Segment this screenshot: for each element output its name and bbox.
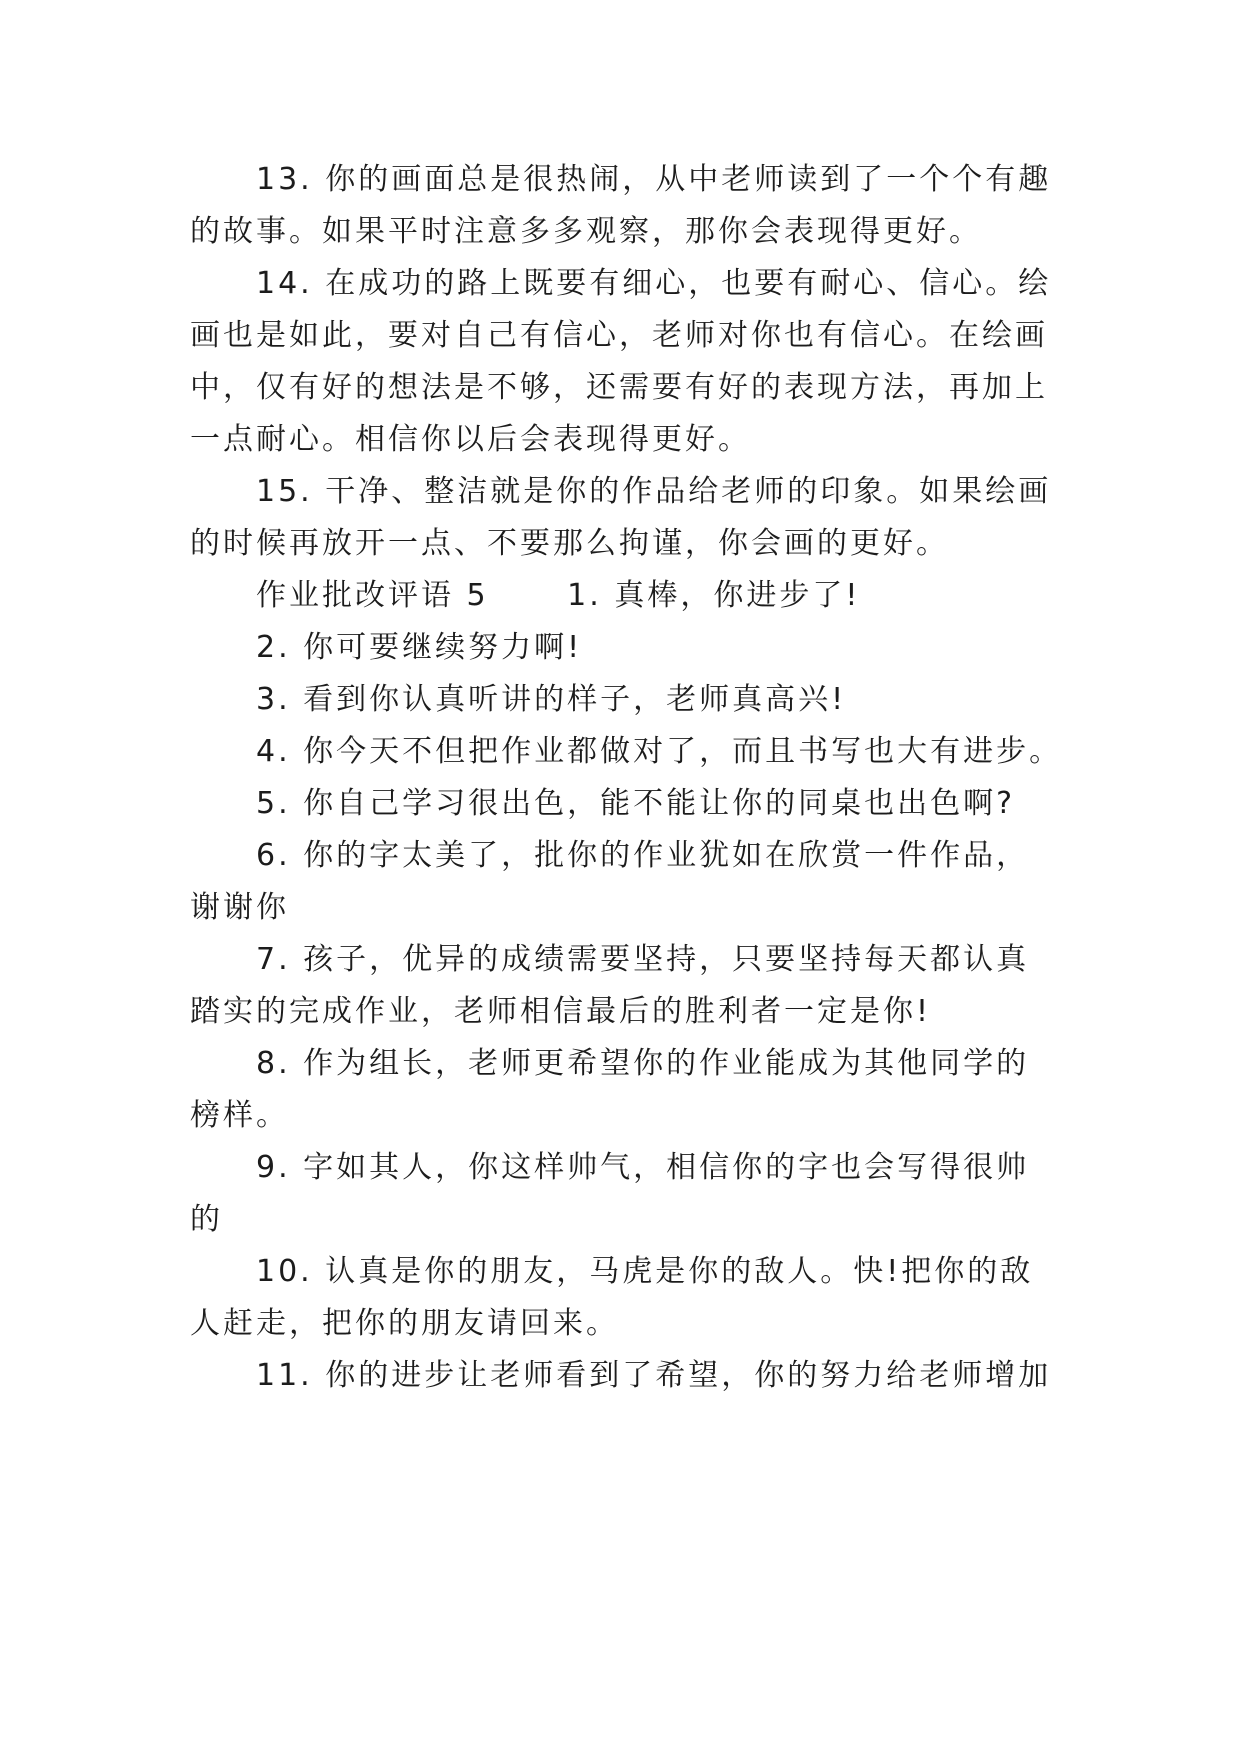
- comment-6-line-1: 6. 你的字太美了，批你的作业犹如在欣赏一件作品，: [256, 838, 1030, 873]
- paragraph-14-line-4: 一点耐心。相信你以后会表现得更好。: [190, 422, 751, 457]
- comment-9-line-2: 的: [190, 1202, 223, 1237]
- paragraph-14-line-2: 画也是如此，要对自己有信心，老师对你也有信心。在绘画: [190, 318, 1048, 353]
- comment-6-line-2: 谢谢你: [190, 890, 289, 925]
- comment-7-line-2: 踏实的完成作业，老师相信最后的胜利者一定是你!: [190, 994, 932, 1029]
- comment-10-line-2: 人赶走，把你的朋友请回来。: [190, 1306, 619, 1341]
- comment-10-line-1: 10. 认真是你的朋友，马虎是你的敌人。快!把你的敌: [256, 1254, 1034, 1289]
- paragraph-14-line-1: 14. 在成功的路上既要有细心，也要有耐心、信心。绘: [256, 266, 1052, 301]
- paragraph-15-line-1: 15. 干净、整洁就是你的作品给老师的印象。如果绘画: [256, 474, 1052, 509]
- comment-11-line-1: 11. 你的进步让老师看到了希望，你的努力给老师增加: [256, 1358, 1052, 1393]
- comment-8-line-2: 榜样。: [190, 1098, 289, 1133]
- comment-2-line: 2. 你可要继续努力啊!: [256, 630, 583, 665]
- comment-5-line: 5. 你自己学习很出色，能不能让你的同桌也出色啊?: [256, 786, 1016, 821]
- comment-3-line: 3. 看到你认真听讲的样子，老师真高兴!: [256, 682, 847, 717]
- comment-4-line: 4. 你今天不但把作业都做对了，而且书写也大有进步。: [256, 734, 1063, 769]
- section-heading-line: 作业批改评语 5 1. 真棒，你进步了!: [256, 578, 861, 613]
- paragraph-13-line-1: 13. 你的画面总是很热闹，从中老师读到了一个个有趣: [256, 162, 1052, 197]
- comment-7-line-1: 7. 孩子，优异的成绩需要坚持，只要坚持每天都认真: [256, 942, 1030, 977]
- paragraph-15-line-2: 的时候再放开一点、不要那么拘谨，你会画的更好。: [190, 526, 949, 561]
- comment-9-line-1: 9. 字如其人，你这样帅气，相信你的字也会写得很帅: [256, 1150, 1030, 1185]
- paragraph-13-line-2: 的故事。如果平时注意多多观察，那你会表现得更好。: [190, 214, 982, 249]
- paragraph-14-line-3: 中，仅有好的想法是不够，还需要有好的表现方法，再加上: [190, 370, 1048, 405]
- comment-8-line-1: 8. 作为组长，老师更希望你的作业能成为其他同学的: [256, 1046, 1030, 1081]
